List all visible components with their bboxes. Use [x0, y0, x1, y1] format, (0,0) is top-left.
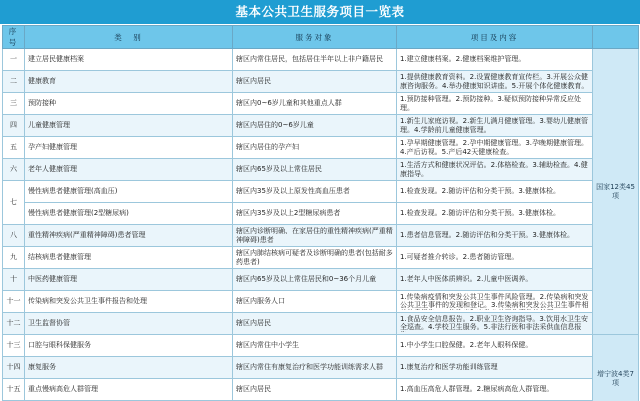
row-category: 结核病患者健康管理	[25, 247, 233, 269]
row-category: 传染病和突发公共卫生事件报告和处理	[25, 291, 233, 313]
row-content-text: 1.高血压高危人群管理。2.糖尿病高危人群管理。	[400, 385, 554, 394]
table-row	[3, 379, 639, 401]
row-content	[397, 379, 593, 401]
table-row	[3, 269, 639, 291]
group-local: 增宁波4类7项	[593, 335, 639, 401]
row-category: 慢性病患者健康管理(高血压)	[25, 181, 233, 203]
row-target: 辖区内65岁及以上常住居民和0~36个月儿童	[233, 269, 397, 291]
table-row	[3, 137, 639, 159]
row-target: 辖区内服务人口	[233, 291, 397, 313]
row-seq: 八	[3, 225, 25, 247]
table-row	[3, 71, 639, 93]
row-content-text: 1.新生儿家庭访视。2.新生儿满月健康管理。3.婴幼儿健康管理。4.学龄前儿童健康管理。	[400, 117, 589, 134]
table-header-row	[3, 26, 639, 49]
row-content-text: 1.老年人中医体质辨识。2.儿童中医调养。	[400, 275, 533, 284]
row-target: 辖区内35岁及以上原发性高血压患者	[233, 181, 397, 203]
row-seq: 三	[3, 93, 25, 115]
row-content-text: 1.预防接种管理。2.预防接种。3.疑似预防接种异常反应处理。	[400, 95, 582, 112]
row-target: 辖区内0~6岁儿童和其他重点人群	[233, 93, 397, 115]
table-row	[3, 291, 639, 313]
row-category: 卫生监督协管	[25, 313, 233, 335]
row-category: 预防接种	[25, 93, 233, 115]
row-content-text: 1.生活方式和健康状况评估。2.体格检查。3.辅助检查。4.健康指导。	[400, 161, 588, 178]
row-content	[397, 137, 593, 159]
row-seq: 四	[3, 115, 25, 137]
row-content-text: 1.建立健康档案。2.健康档案维护管理。	[400, 55, 526, 64]
row-content	[397, 247, 593, 269]
row-seq: 十一	[3, 291, 25, 313]
row-category: 慢性病患者健康管理(2型糖尿病)	[25, 203, 233, 225]
row-content-text: 1.可疑者推介转诊。2.患者随访管理。	[400, 253, 519, 262]
row-seq: 十二	[3, 313, 25, 335]
row-category: 口腔与眼科保健服务	[25, 335, 233, 357]
row-target: 辖区内35岁及以上2型糖尿病患者	[233, 203, 397, 225]
row-seq: 十三	[3, 335, 25, 357]
row-category: 老年人健康管理	[25, 159, 233, 181]
row-category: 建立居民健康档案	[25, 49, 233, 71]
row-seq: 十	[3, 269, 25, 291]
row-content	[397, 225, 593, 247]
row-target: 辖区内常住有康复治疗和医学功能训练需求人群	[233, 357, 397, 379]
row-seq: 九	[3, 247, 25, 269]
row-category: 重点慢病高危人群管理	[25, 379, 233, 401]
row-target: 辖区内居住的孕产妇	[233, 137, 397, 159]
table-row	[3, 93, 639, 115]
row-content	[397, 115, 593, 137]
row-target: 辖区内诊断明确、在家居住的重性精神疾病(严重精神障碍)患者	[233, 225, 397, 247]
row-category: 重性精神疾病(严重精神障碍)患者管理	[25, 225, 233, 247]
header-seq: 序号	[3, 26, 25, 49]
header-content: 项目及内容	[397, 26, 593, 49]
row-seq: 一	[3, 49, 25, 71]
row-target: 辖区内常住中小学生	[233, 335, 397, 357]
table-row	[3, 225, 639, 247]
header-group	[593, 26, 639, 49]
table-row	[3, 181, 639, 203]
row-content	[397, 269, 593, 291]
row-target: 辖区内居民	[233, 379, 397, 401]
row-content	[397, 335, 593, 357]
row-seq: 十五	[3, 379, 25, 401]
row-content-text: 1.中小学生口腔保健。2.老年人眼科保健。	[400, 341, 533, 350]
row-content	[397, 313, 593, 335]
row-target: 辖区内常住居民，包括居住半年以上非户籍居民	[233, 49, 397, 71]
table-row	[3, 115, 639, 137]
table-row	[3, 159, 639, 181]
row-target: 辖区内65岁及以上常住居民	[233, 159, 397, 181]
table-row	[3, 247, 639, 269]
row-category: 康复服务	[25, 357, 233, 379]
row-content	[397, 291, 593, 313]
header-target: 服务对象	[233, 26, 397, 49]
table-row	[3, 313, 639, 335]
row-content-text: 1.孕早期健康管理。2.孕中期健康管理。3.孕晚期健康管理。4.产后访视。5.产后42天健康检查。	[400, 139, 589, 156]
row-content-text: 1.康复治疗和医学功能训练管理	[400, 363, 498, 372]
table-row	[3, 203, 639, 225]
table-row	[3, 357, 639, 379]
header-category: 类 别	[25, 26, 233, 49]
page-title: 基本公共卫生服务项目一览表	[0, 0, 640, 24]
row-category: 孕产妇健康管理	[25, 137, 233, 159]
row-content	[397, 159, 593, 181]
row-category: 儿童健康管理	[25, 115, 233, 137]
row-target: 辖区内居住的0~6岁儿童	[233, 115, 397, 137]
row-category: 中医药健康管理	[25, 269, 233, 291]
row-target: 辖区内肺结核病可疑者及诊断明确的患者(包括耐多药患者)	[233, 247, 397, 269]
row-content-text: 1.检查发现。2.随访评估和分类干预。3.健康体检。	[400, 187, 561, 196]
row-seq: 七	[3, 181, 25, 225]
row-seq: 六	[3, 159, 25, 181]
row-content-text: 1.检查发现。2.随访评估和分类干预。3.健康体检。	[400, 209, 561, 218]
row-content-text: 1.患者信息管理。2.随访评估和分类干预。3.健康体检。	[400, 231, 575, 240]
table-row	[3, 49, 639, 71]
group-national: 国家12类45项	[593, 49, 639, 335]
row-content-text: 1.食品安全信息报告。2.职业卫生咨询指导。3.饮用水卫生安全巡查。4.学校卫生服务。5.非法行医和非法采供血信息报	[400, 315, 589, 332]
row-content	[397, 357, 593, 379]
row-seq: 十四	[3, 357, 25, 379]
table-row	[3, 335, 639, 357]
row-seq: 二	[3, 71, 25, 93]
row-content	[397, 93, 593, 115]
row-content	[397, 181, 593, 203]
row-content-text: 1.提供健康教育资料。2.设置健康教育宣传栏。3.开展公众健康咨询服务。4.举办健康知识讲座。5.开展个体化健康教育。	[400, 73, 589, 90]
row-content	[397, 203, 593, 225]
row-content	[397, 71, 593, 93]
row-target: 辖区内居民	[233, 313, 397, 335]
row-target: 辖区内居民	[233, 71, 397, 93]
row-content-text: 1.传染病疫情和突发公共卫生事件风险管理。2.传染病和突发公共卫生事件的发现和登记。3.传染病和突发公共卫生事件相	[400, 293, 589, 310]
row-content	[397, 49, 593, 71]
row-category: 健康教育	[25, 71, 233, 93]
row-seq: 五	[3, 137, 25, 159]
services-table	[2, 25, 639, 401]
